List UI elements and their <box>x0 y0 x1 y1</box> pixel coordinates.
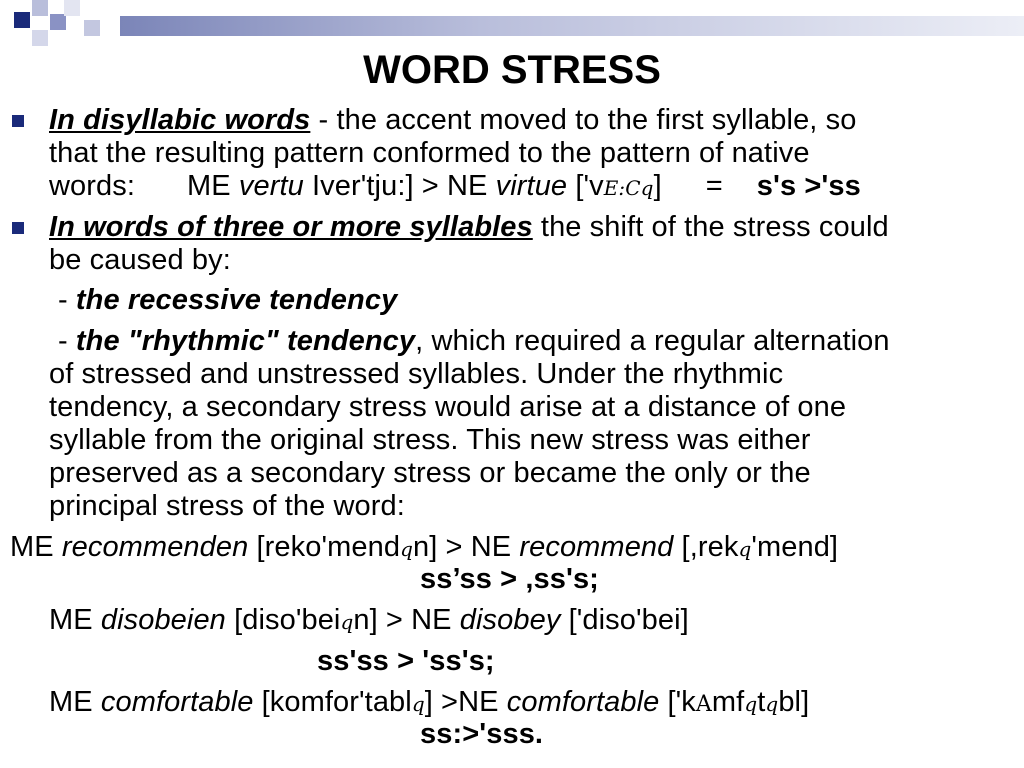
bullet1-line1: In disyllabic words - the accent moved to the first syllable, so <box>49 104 857 136</box>
rhythmic-tendency-line: tendency, a secondary stress would arise at a distance of one <box>49 391 847 423</box>
bullet2-line2: be caused by: <box>49 244 231 276</box>
example2-pattern: ss'ss > 'ss's; <box>317 645 495 677</box>
bullet1-line2: that the resulting pattern conformed to the pattern of native <box>49 137 810 169</box>
example3-line: ME comfortable [komfor'tablq] >NE comfortable ['kAmfqtqbl] <box>49 686 810 718</box>
decoration-square <box>64 0 80 16</box>
rhythmic-tendency-line: of stressed and unstressed syllables. Under the rhythmic <box>49 358 784 390</box>
rhythmic-tendency-line: preserved as a secondary stress or became the only or the <box>49 457 811 489</box>
rhythmic-tendency-line: syllable from the original stress. This new stress was either <box>49 424 811 456</box>
bullet1-line3: words: ME vertu Iver'tju:] > NE virtue ['vE:Cq] = s's >'ss <box>49 170 861 202</box>
rhythmic-tendency-line: principal stress of the word: <box>49 490 405 522</box>
example2-line: ME disobeien [diso'beiqn] > NE disobey ['diso'bei] <box>49 604 689 636</box>
decoration-square <box>50 14 66 30</box>
bullet1-heading: In disyllabic words <box>49 104 311 136</box>
recessive-tendency: - the recessive tendency <box>58 284 398 316</box>
bullet2-heading: In words of three or more syllables <box>49 211 533 243</box>
example1-pattern: ss’ss > ,ss's; <box>420 563 599 595</box>
example3-pattern: ss:>'sss. <box>420 718 544 750</box>
decoration-square <box>14 12 30 28</box>
decoration-square <box>32 0 48 16</box>
bullet-marker <box>12 222 24 234</box>
bullet2-line1: In words of three or more syllables the shift of the stress could <box>49 211 889 243</box>
decoration-bar <box>120 16 1024 36</box>
rhythmic-tendency-line1: - the "rhythmic" tendency, which required a regular alternation <box>58 325 890 357</box>
example1-line: ME recommenden [reko'mendqn] > NE recommend [,rekq'mend] <box>10 531 839 563</box>
decoration-square <box>32 30 48 46</box>
page-title: WORD STRESS <box>363 48 661 92</box>
decoration-square <box>84 20 100 36</box>
bullet-marker <box>12 115 24 127</box>
